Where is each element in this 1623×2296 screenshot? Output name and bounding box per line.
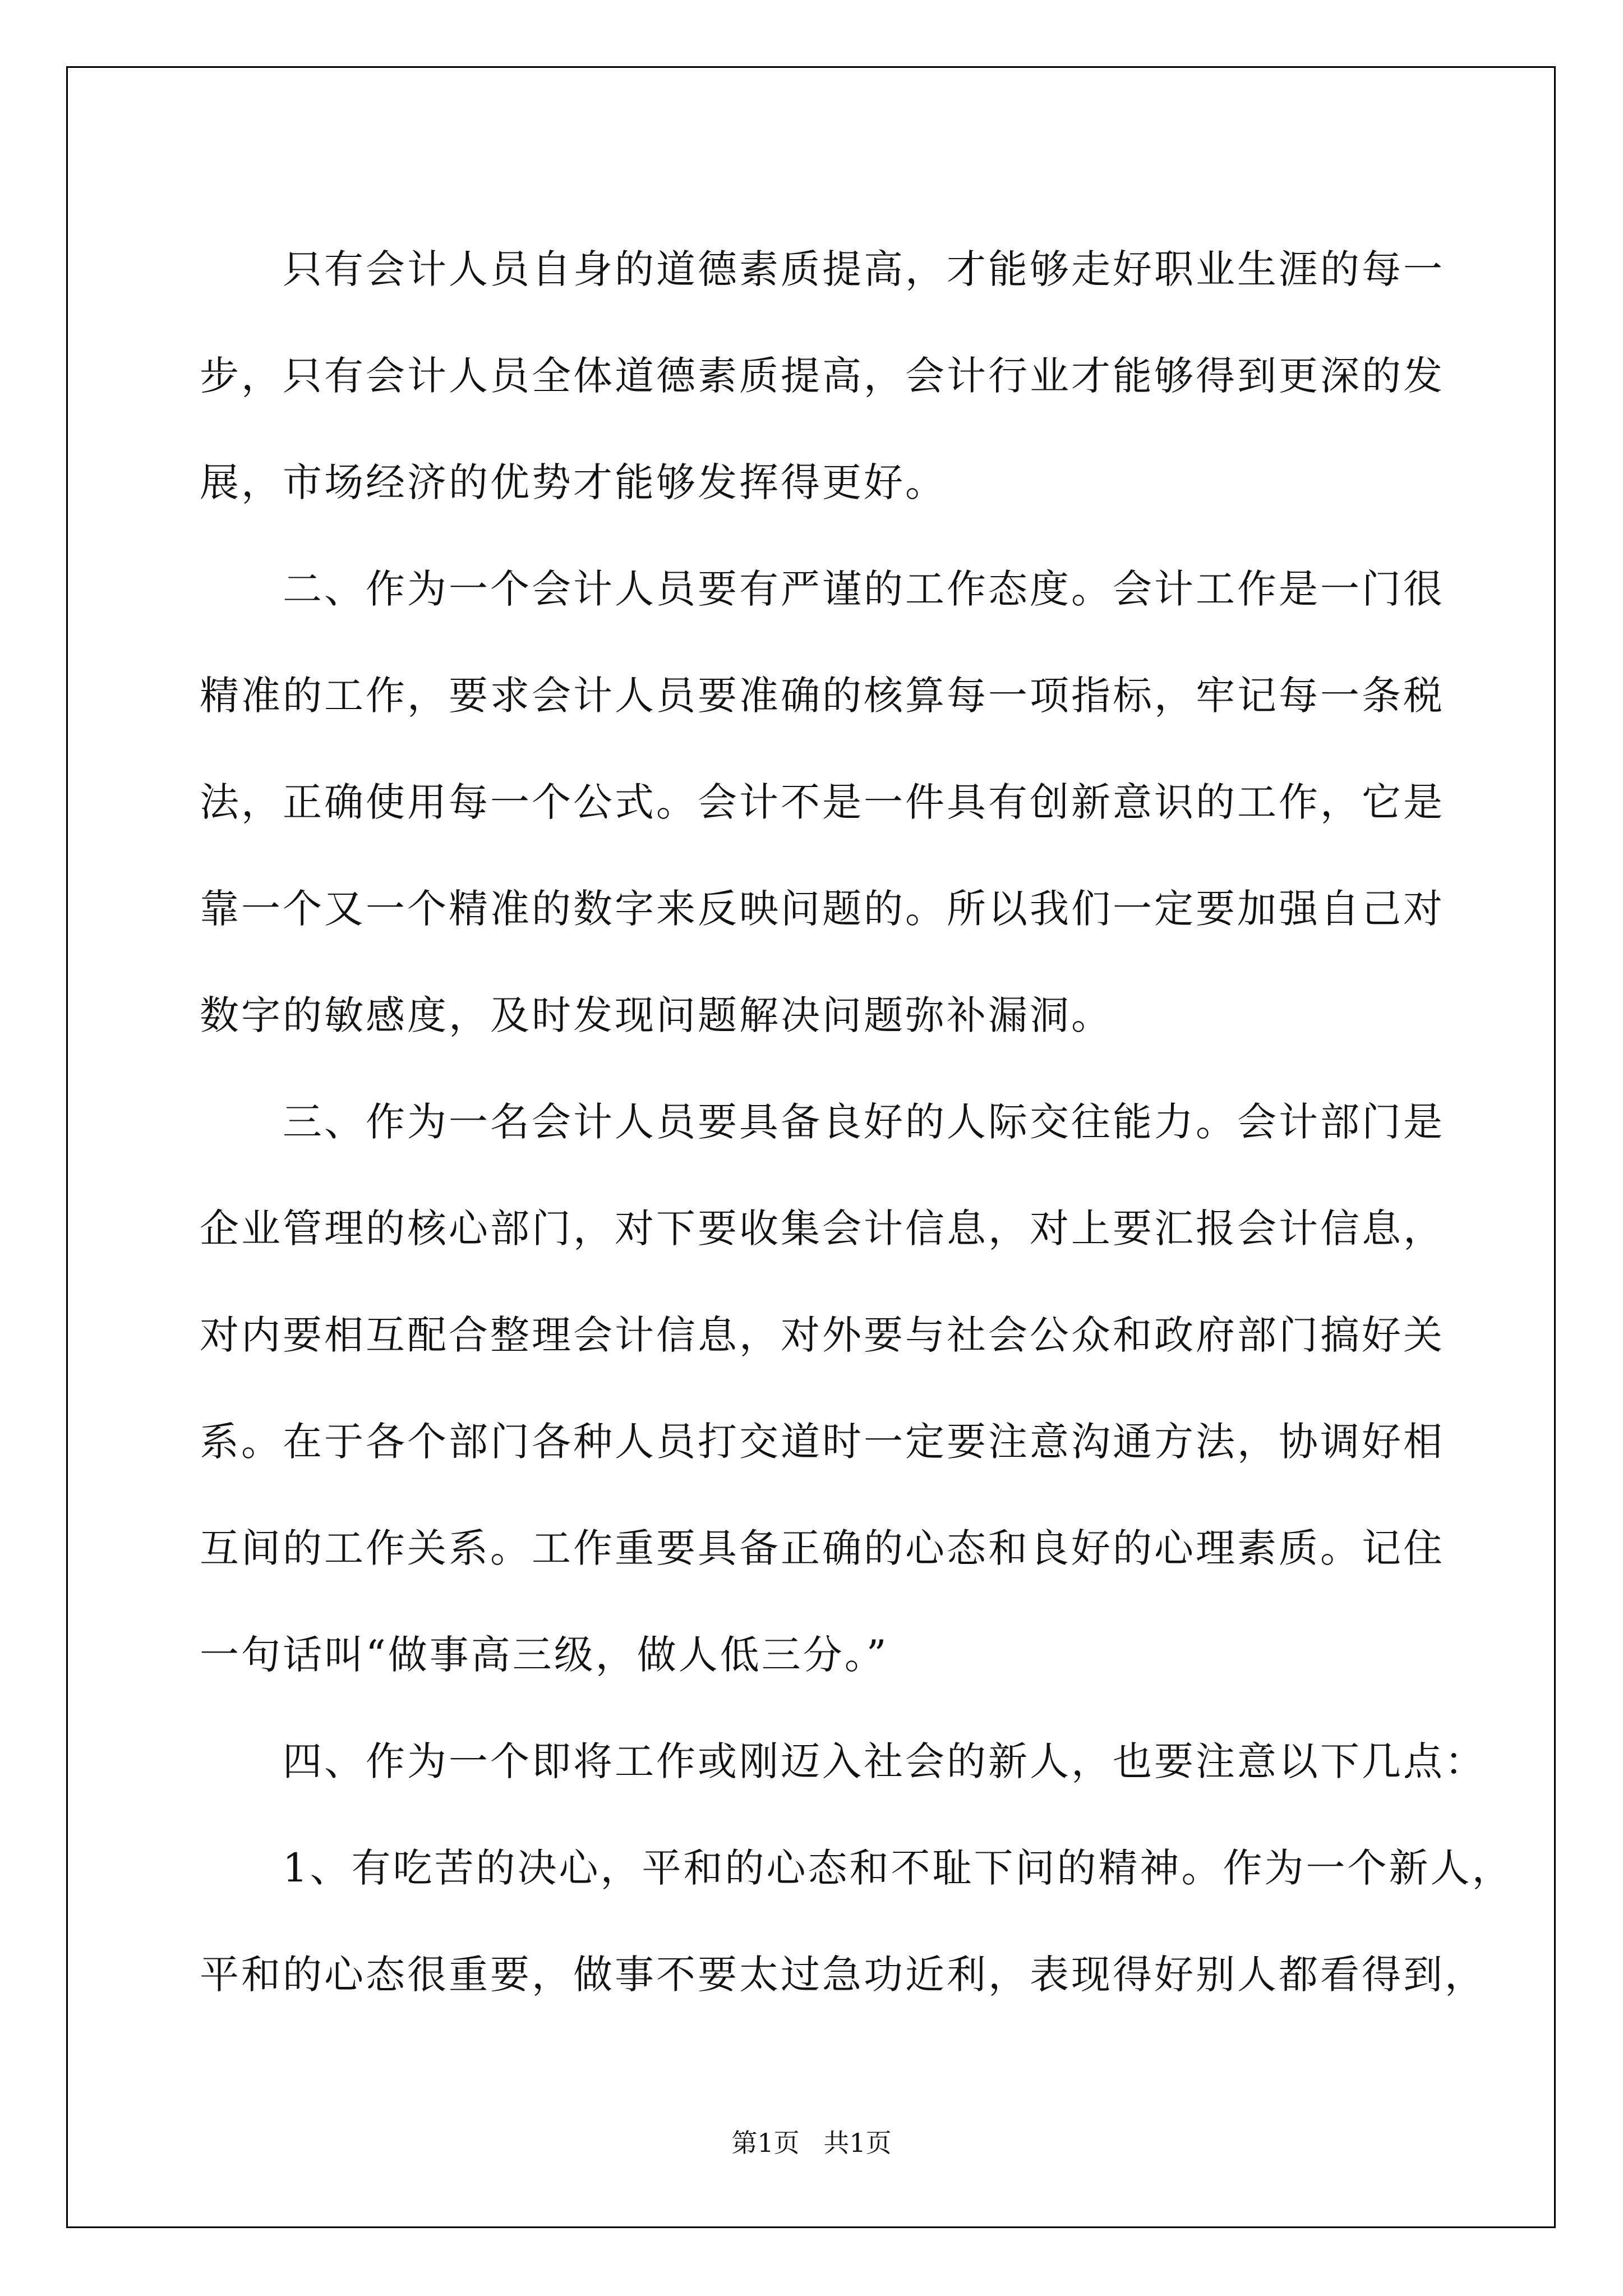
paragraph	[200, 216, 1445, 536]
text-line: 精准的工作，要求会计人员要准确的核算每一项指标，牢记每一条税	[200, 673, 1445, 719]
text-line: 数字的敏感度，及时发现问题解决问题弥补漏洞。	[200, 992, 1113, 1038]
text-line: 一句话叫“做事高三级，做人低三分。”	[200, 1632, 889, 1678]
text-line: 互间的工作关系。工作重要具备正确的心态和良好的心理素质。记住	[200, 1525, 1445, 1571]
text-line: 三、作为一名会计人员要具备良好的人际交往能力。会计部门是	[200, 1099, 1445, 1145]
document-body	[200, 216, 1514, 2028]
text-line: 企业管理的核心部门，对下要收集会计信息，对上要汇报会计信息，	[200, 1205, 1445, 1251]
text-line: 展，市场经济的优势才能够发挥得更好。	[200, 459, 947, 505]
text-line: 平和的心态很重要，做事不要太过急功近利，表现得好别人都看得到，	[200, 1952, 1486, 1998]
page-total: 共1页	[823, 2128, 892, 2158]
paragraph	[200, 1069, 1445, 1708]
page-footer	[0, 2123, 1623, 2160]
text-line: 四、作为一个即将工作或刚迈入社会的新人，也要注意以下几点：	[200, 1738, 1486, 1784]
text-line: 系。在于各个部门各种人员打交道时一定要注意沟通方法，协调好相	[200, 1419, 1445, 1465]
text-line: 步，只有会计人员全体道德素质提高，会计行业才能够得到更深的发	[200, 353, 1445, 399]
text-line: 1、有吃苦的决心，平和的心态和不耻下问的精神。作为一个新人，	[200, 1845, 1514, 1891]
paragraph	[200, 1708, 1486, 1815]
text-line: 只有会计人员自身的道德素质提高，才能够走好职业生涯的每一	[200, 246, 1445, 292]
text-line: 对内要相互配合整理会计信息，对外要与社会公众和政府部门搞好关	[200, 1312, 1445, 1358]
text-line: 二、作为一个会计人员要有严谨的工作态度。会计工作是一门很	[200, 566, 1445, 612]
text-line: 靠一个又一个精准的数字来反映问题的。所以我们一定要加强自己对	[200, 886, 1445, 932]
text-line: 法，正确使用每一个公式。会计不是一件具有创新意识的工作，它是	[200, 779, 1445, 825]
paragraph	[200, 1815, 1514, 2028]
paragraph	[200, 536, 1445, 1069]
page-number: 第1页	[731, 2128, 800, 2158]
